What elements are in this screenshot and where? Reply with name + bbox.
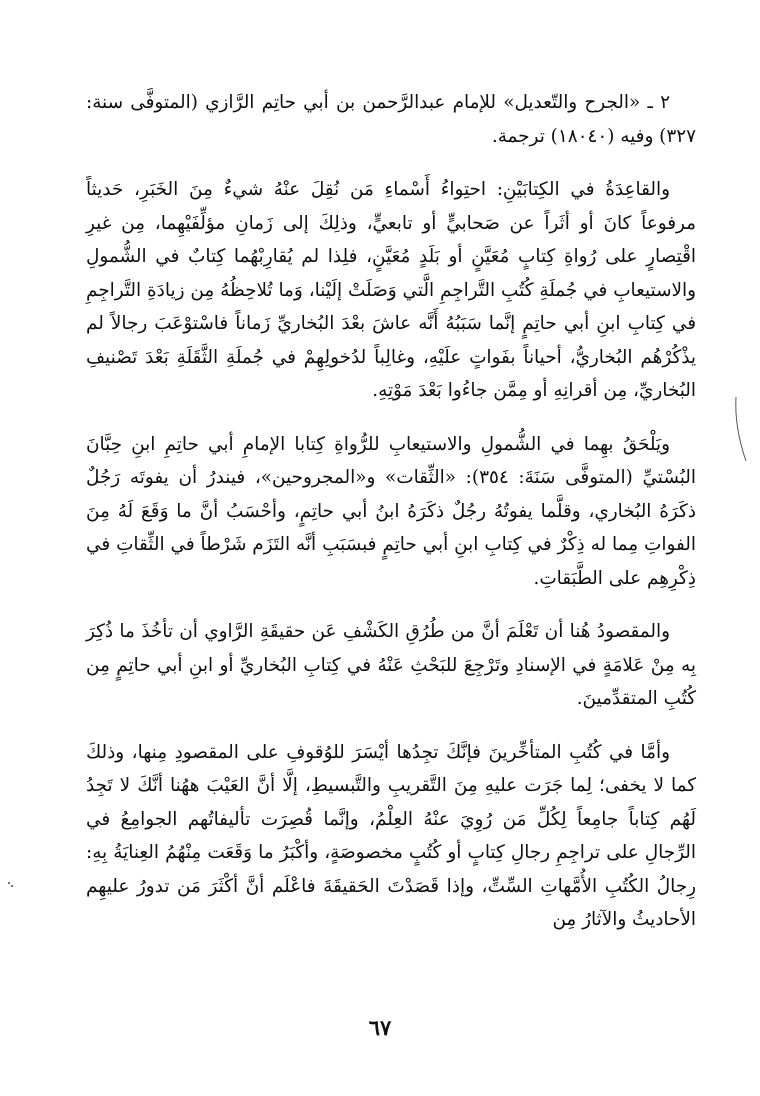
paragraph-book-entry: ٢ ـ «الجرح والتّعديل» للإمام عبدالرَّحمن بن أبي حاتِم الرَّازي (المتوفَّى سنة: ٣٢٧) وفيه (١٨٠٤٠) ترجمة. [86,92,696,147]
paragraph-rule: والقاعِدَةُ في الكِتابَيْنِ: احتِواءُ أَسْماءِ مَن نُقِلَ عنْهُ شيءٌ مِنَ الخَبَرِ، حَديثاً مرفوعاً كانَ أو أثَراً عن صَحابيٍّ أو تابعيٍّ، وذلِكَ إلى زَمانِ مؤلِّفَيْهِما، مِن غيرِ اقْتِصارٍ على رُواةِ كِتابٍ مُعَيَّنٍ أو بَلَدٍ مُعَيَّنٍ، فلِذا لم يُقارِبْهُما كِتابٌ في الشُّمولِ والاستيعابِ في جُملَةِ كُتُبِ التَّراجِمِ الَّتي وَصَلَتْ إلَيْنا، وَما تُلاحِظُهُ مِن زيادَةِ التَّراجِمِ في كِتابِ ابنِ أبي حاتِمٍ إنَّما سَبَبُهُ أَنَّه عاشَ بعْدَ البُخاريِّ زَماناً فاسْتوْعَبَ رجالاً لم يذْكُرْهُم البُخاريُّ، أحياناً بفَواتٍ علَيْهِ، وغالِباً لدُخولِهِمْ في جُملَةِ الثَّقَلَةِ بَعْدَ تَصْنيفِ البُخاريِّ، مِن أقرانِهِ أو مِمَّن جاءُوا بَعْدَ مَوْتِهِ. [86,179,696,401]
margin-pen-stroke [732,395,750,465]
paragraph-purpose: والمقصودُ هُنا أن تَعْلَمَ أنَّ من طُرُقِ الكَشْفِ عَن حقيقَةِ الرَّاوي أن تأخُذَ ما ذُكِرَ بِه مِنْ عَلامَةٍ في الإسنادِ وتَرْجِعَ للبَحْثِ عَنْهُ في كِتابِ البُخاريِّ أو ابنِ أبي حاتِمٍ مِن كُتُبِ المتقدِّمينَ. [86,621,696,709]
scan-speck [6,880,16,890]
paragraph-later-books: وأمَّا في كُتُبِ المتأخِّرينَ فإنَّكَ تجِدُها أيْسَرَ للوُقوفِ على المقصودِ مِنها، وذلكَ كما لا يخفى؛ لِما جَرَت عليهِ مِنَ التَّقريبِ والتَّبسيطِ، إلَّا أنَّ العَيْبَ ههُنا أنَّكَ لا تَجِدُ لَهُم كِتاباً جامِعاً لِكُلِّ مَن رُوِيَ عنْهُ العِلْمُ، وإنَّما قُصِرَت تأليفاتُهم الجوامِعُ في الرِّجالِ على تراجِمِ رجالِ كِتابٍ أو كُتُبٍ مخصوصَةٍ، وأكْبَرُ ما وَقَعَت مِنْهُمُ العِنايَةُ بِهِ: رِجالُ الكُتُبِ الأُمَّهاتِ السِّتِّ، وإذا قَصَدْتَ الحَقيقَةَ فاعْلَم أنَّ أكْثَرَ مَن تدورُ عليهِم الأحاديثُ والآثارُ مِن [86,741,696,930]
page-number: ٦٧ [368,1015,392,1040]
page-body [86,86,696,957]
paragraph-ibn-hibban: ويَلْحَقُ بهِما في الشُّمولِ والاستيعابِ للرُّواةِ كِتابا الإمامِ أبي حاتِمِ ابنِ حِبَّانَ البُسْتيِّ (المتوفَّى سَنَةَ: ٣٥٤): «الثِّقات» و«المجروحين»، فيندرُ أن يفوتَه رَجُلٌ ذكَرَهُ البُخاري، وقلَّما يفوتُهُ رجُلٌ ذكَرَهُ ابنُ أبي حاتِمٍ، وأحْسَبُ أنَّ ما وَقَعَ لَهُ مِنَ الفواتِ مِما له ذِكْرٌ في كِتابِ ابنِ أبي حاتِمٍ فبسَبَبِ أنَّه التَزَم شَرْطاً في الثِّقاتِ في ذِكْرِهِم على الطَّبَقاتِ. [86,433,697,589]
